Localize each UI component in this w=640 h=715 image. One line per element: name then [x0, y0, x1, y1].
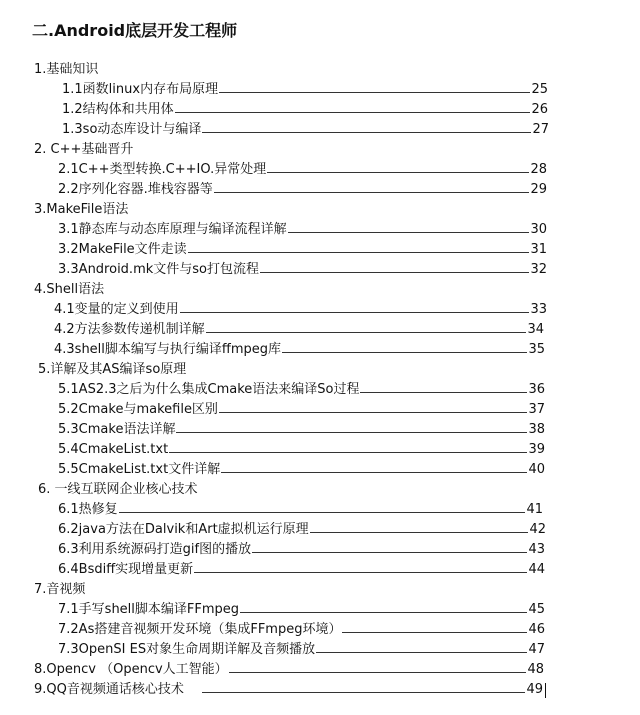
dotted-leader — [219, 412, 528, 413]
toc-entry-title: 4.3shell脚本编写与执行编译ffmpeg库 — [54, 342, 282, 357]
dotted-leader — [288, 232, 530, 233]
toc-entry-title: 2.2序列化容器.堆栈容器等 — [58, 182, 213, 197]
toc-entry[interactable] — [0, 620, 545, 640]
section-heading: 2. C++基础晋升 — [34, 142, 134, 157]
toc-entry-page: 46 — [528, 622, 545, 637]
toc-entry-title: 6.4Bsdiff实现增量更新 — [58, 562, 194, 577]
toc-entry[interactable] — [0, 420, 545, 440]
toc-entry-title: 3.2MakeFile文件走读 — [58, 242, 187, 257]
toc-entry[interactable] — [0, 300, 547, 320]
toc-entry-title: 6.3利用系统源码打造gif图的播放 — [58, 542, 252, 557]
toc-entry-title: 2.1C++类型转换.C++IO.异常处理 — [58, 162, 267, 177]
section-heading: 1.基础知识 — [34, 62, 99, 77]
toc-entry-title: 1.1函数linux内存布局原理 — [62, 82, 219, 97]
toc-entry[interactable] — [0, 540, 545, 560]
toc-entry[interactable] — [0, 460, 545, 480]
dotted-leader — [310, 532, 529, 533]
dotted-leader — [202, 692, 526, 693]
toc-entry-title: 5.3Cmake语法详解 — [58, 422, 176, 437]
dotted-leader — [219, 92, 530, 93]
dotted-leader — [240, 612, 527, 613]
toc-entry-page: 43 — [528, 542, 545, 557]
dotted-leader — [194, 572, 527, 573]
toc-entry[interactable] — [0, 80, 548, 100]
toc-entry-page: 25 — [531, 82, 548, 97]
toc-entry-title: 4.1变量的定义到使用 — [54, 302, 179, 317]
section-heading: 7.音视频 — [34, 582, 86, 597]
toc-entry-page: 36 — [528, 382, 545, 397]
toc-entry-title: 1.3so动态库设计与编译 — [62, 122, 202, 137]
toc-entry-page: 27 — [532, 122, 549, 137]
toc-entry[interactable] — [0, 100, 548, 120]
dotted-leader — [221, 472, 527, 473]
dotted-leader — [188, 252, 530, 253]
dotted-leader — [342, 632, 527, 633]
toc-entry[interactable] — [0, 180, 547, 200]
toc-entry[interactable] — [0, 380, 545, 400]
toc-entry-page: 45 — [528, 602, 545, 617]
toc-entry-title: 3.1静态库与动态库原理与编译流程详解 — [58, 222, 287, 237]
toc-entry-page: 48 — [527, 662, 544, 677]
toc-entry[interactable] — [0, 240, 547, 260]
toc-entry-page: 35 — [528, 342, 545, 357]
toc-entry-page: 30 — [530, 222, 547, 237]
toc-entry[interactable] — [0, 320, 544, 340]
toc-entry-title: 7.2As搭建音视频开发环境（集成FFmpeg环境） — [58, 622, 342, 637]
dotted-leader — [316, 652, 527, 653]
toc-entry-page: 34 — [527, 322, 544, 337]
dotted-leader — [169, 452, 527, 453]
toc-entry[interactable] — [0, 660, 544, 680]
toc-entry[interactable] — [0, 260, 547, 280]
dotted-leader — [119, 512, 526, 513]
toc-entry-page: 31 — [530, 242, 547, 257]
toc-entry-page: 38 — [528, 422, 545, 437]
toc-entry-title: 9.QQ音视频通话核心技术 — [34, 682, 184, 697]
toc-entry-title: 5.2Cmake与makefile区别 — [58, 402, 218, 417]
toc-entry[interactable] — [0, 120, 549, 140]
toc-entry[interactable] — [0, 160, 547, 180]
toc-entry-page: 32 — [530, 262, 547, 277]
toc-entry-title: 7.1手写shell脚本编译FFmpeg — [58, 602, 240, 617]
toc-entry[interactable] — [0, 600, 545, 620]
toc-entry-page: 29 — [530, 182, 547, 197]
toc-entry[interactable] — [0, 440, 545, 460]
toc-entry[interactable] — [0, 340, 545, 360]
toc-entry-page: 42 — [529, 522, 546, 537]
toc-entry-page: 47 — [528, 642, 545, 657]
toc-entry[interactable] — [0, 680, 546, 700]
toc-entry-page: 37 — [528, 402, 545, 417]
dotted-leader — [214, 192, 530, 193]
toc-entry-title: 8.Opencv （Opencv人工智能） — [34, 662, 228, 677]
table-of-contents — [0, 60, 640, 700]
toc-entry-title: 1.2结构体和共用体 — [62, 102, 174, 117]
toc-entry-page: 28 — [530, 162, 547, 177]
dotted-leader — [175, 112, 531, 113]
dotted-leader — [180, 312, 530, 313]
toc-entry-title: 5.5CmakeList.txt文件详解 — [58, 462, 221, 477]
toc-entry-title: 4.2方法参数传递机制详解 — [54, 322, 205, 337]
dotted-leader — [260, 272, 529, 273]
toc-entry[interactable] — [0, 500, 543, 520]
dotted-leader — [282, 352, 527, 353]
toc-entry-title: 5.1AS2.3之后为什么集成Cmake语法来编译So过程 — [58, 382, 360, 397]
toc-entry-title: 5.4CmakeList.txt — [58, 442, 169, 457]
dotted-leader — [229, 672, 527, 673]
dotted-leader — [252, 552, 527, 553]
toc-entry[interactable] — [0, 400, 545, 420]
toc-entry-page: 33 — [530, 302, 547, 317]
toc-entry[interactable] — [0, 640, 545, 660]
toc-entry-page: 41 — [526, 502, 543, 517]
toc-entry-page: 49 — [526, 682, 543, 697]
toc-entry-title: 6.1热修复 — [58, 502, 118, 517]
toc-entry-page: 26 — [531, 102, 548, 117]
dotted-leader — [360, 392, 527, 393]
toc-entry[interactable] — [0, 520, 546, 540]
section-heading: 4.Shell语法 — [34, 282, 105, 297]
toc-entry-page: 39 — [528, 442, 545, 457]
toc-entry-title: 6.2java方法在Dalvik和Art虚拟机运行原理 — [58, 522, 309, 537]
toc-entry-title: 7.3OpenSI ES对象生命周期详解及音频播放 — [58, 642, 316, 657]
toc-entry[interactable] — [0, 560, 545, 580]
dotted-leader — [202, 132, 531, 133]
toc-entry-title: 3.3Android.mk文件与so打包流程 — [58, 262, 259, 277]
toc-entry-page: 44 — [528, 562, 545, 577]
section-heading: 6. 一线互联网企业核心技术 — [38, 482, 198, 497]
text-cursor — [545, 683, 546, 698]
section-heading: 3.MakeFile语法 — [34, 202, 129, 217]
toc-entry[interactable] — [0, 220, 547, 240]
dotted-leader — [176, 432, 527, 433]
document-title: 二.Android底层开发工程师 — [32, 21, 238, 40]
dotted-leader — [267, 172, 529, 173]
dotted-leader — [206, 332, 527, 333]
toc-entry-page: 40 — [528, 462, 545, 477]
section-heading: 5.详解及其AS编译so原理 — [38, 362, 187, 377]
